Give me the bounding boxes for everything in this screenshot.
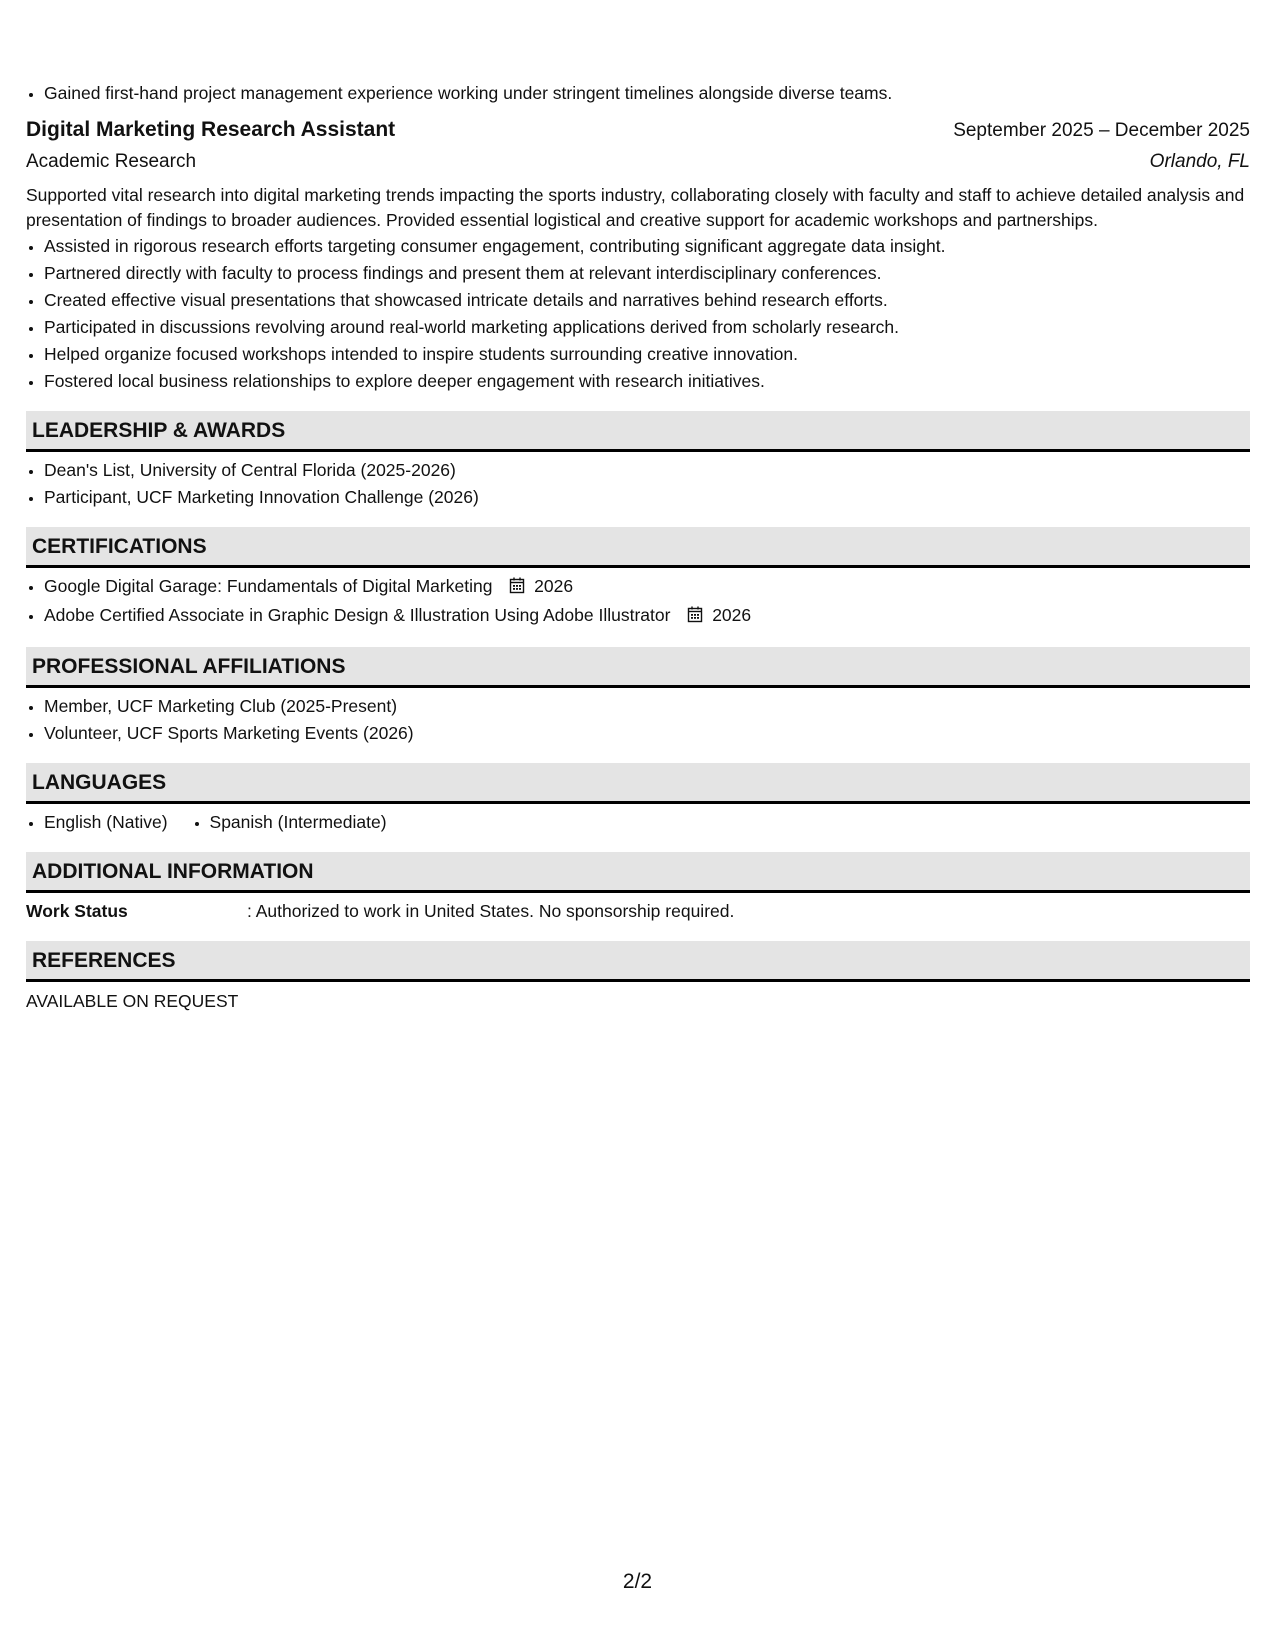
experience-entry — [26, 115, 1250, 395]
list-item: • Helped organize focused workshops intended to inspire students surrounding creative innovation. — [44, 341, 1250, 368]
work-status-label: Work Status — [26, 901, 128, 921]
calendar-icon — [687, 604, 703, 631]
leadership-list — [26, 457, 1250, 511]
list-item: • Fostered local business relationships to explore deeper engagement with research initiatives. — [44, 368, 1250, 395]
work-status-row — [26, 898, 1250, 925]
list-item: • Created effective visual presentations that showcased intricate details and narratives behind research efforts. — [44, 287, 1250, 314]
job-summary: Supported vital research into digital marketing trends impacting the sports industry, collaborating closely with faculty and staff to achieve detailed analysis and presentation of findings to broader audiences. Provided essential logistical and creative support for academic workshops and partnerships. — [26, 185, 1245, 230]
list-item: • Participated in discussions revolving around real-world marketing applications derived from scholarly research. — [44, 314, 1250, 341]
section-heading-languages: LANGUAGES — [26, 763, 1250, 804]
certification-year: 2026 — [712, 605, 752, 625]
certifications-list — [26, 573, 1250, 631]
list-item: • Volunteer, UCF Sports Marketing Events (2026) — [44, 720, 1250, 747]
certification-name: Adobe Certified Associate in Graphic Design & Illustration Using Adobe Illustrator — [44, 605, 671, 625]
calendar-icon — [509, 575, 525, 602]
work-status-value: : Authorized to work in United States. No sponsorship required. — [247, 901, 735, 921]
list-item: • Participant, UCF Marketing Innovation Challenge (2026) — [44, 484, 1250, 511]
job-location: Orlando, FL — [1149, 151, 1250, 172]
list-item: • Dean's List, University of Central Florida (2025-2026) — [44, 457, 1250, 484]
affiliations-list — [26, 693, 1250, 747]
job-title: Digital Marketing Research Assistant — [26, 118, 396, 141]
list-item: • Partnered directly with faculty to process findings and present them at relevant interdisciplinary conferences. — [44, 260, 1250, 287]
certification-name: Google Digital Garage: Fundamentals of Digital Marketing — [44, 576, 493, 596]
certification-item — [44, 602, 1250, 631]
list-item: • Assisted in rigorous research efforts targeting consumer engagement, contributing significant aggregate data insight. — [44, 233, 1250, 260]
list-item: • Gained first-hand project management experience working under stringent timelines alongside diverse teams. — [44, 80, 1250, 107]
job-dates: September 2025 – December 2025 — [953, 120, 1250, 141]
list-item: • Spanish (Intermediate) — [210, 809, 387, 836]
list-item: • Member, UCF Marketing Club (2025-Present) — [44, 693, 1250, 720]
page-indicator: 2/2 — [622, 1570, 653, 1593]
carryover-bullet-list — [26, 80, 1250, 107]
section-heading-additional-information: ADDITIONAL INFORMATION — [26, 852, 1250, 893]
certification-item — [44, 573, 1250, 602]
certification-year: 2026 — [534, 576, 574, 596]
job-bullet-list — [26, 233, 1250, 395]
languages-list — [26, 809, 1250, 836]
job-organization: Academic Research — [26, 151, 197, 172]
resume-page — [26, 80, 1250, 1015]
section-heading-leadership: LEADERSHIP & AWARDS — [26, 411, 1250, 452]
list-item: • English (Native) — [44, 809, 168, 836]
section-heading-certifications: CERTIFICATIONS — [26, 527, 1250, 568]
section-heading-affiliations: PROFESSIONAL AFFILIATIONS — [26, 647, 1250, 688]
section-heading-references: REFERENCES — [26, 941, 1250, 982]
references-text: AVAILABLE ON REQUEST — [26, 991, 239, 1011]
